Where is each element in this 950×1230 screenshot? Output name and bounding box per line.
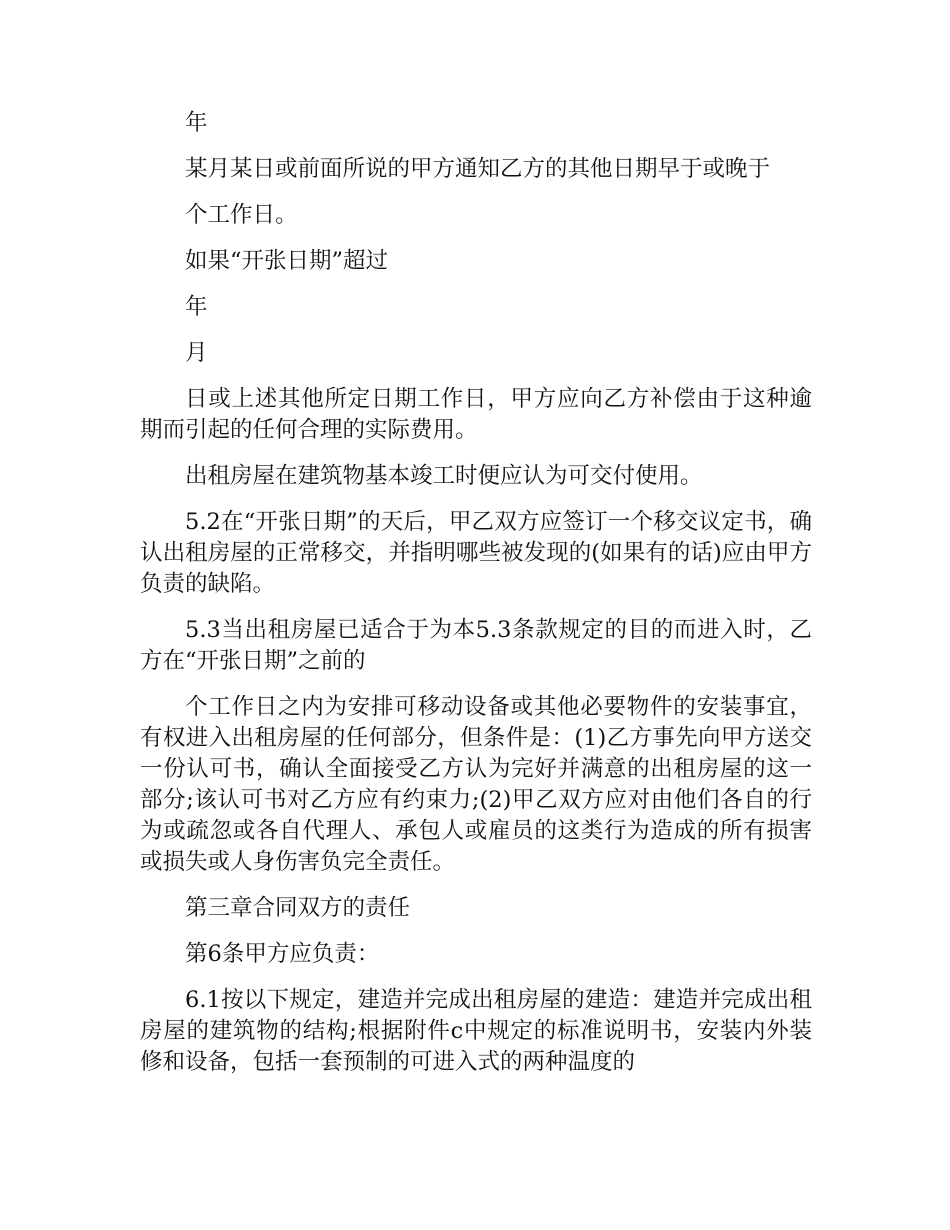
- article-heading: 第6条甲方应负责：: [185, 941, 380, 967]
- paragraph-14: 6.1按以下规定，建造并完成出租房屋的建造：建造并完成出租房屋的建筑物的结构;根据附件c中规定的标准说明书，安装内外装修和设备，包括一套预制的可进入式的两种温度的: [140, 987, 812, 1075]
- paragraph-11: 个工作日之内为安排可移动设备或其他必要物件的安装事宜，有权进入出租房屋的任何部分，但条件是：(1)乙方事先向甲方送交一份认可书，确认全面接受乙方认为完好并满意的出租房屋的这一部分;该认可书对乙方应有约束力;(2)甲乙双方应对由他们各自的行为或疏忽或各自代理人、承包人或雇员的这类行为造成的所有损害或损失或人身伤害负完全责任。: [140, 694, 812, 875]
- chapter-heading: 第三章合同双方的责任: [185, 895, 411, 921]
- paragraph-10: 5.3当出租房屋已适合于为本5.3条款规定的目的而进入时，乙方在“开张日期”之前的: [140, 617, 812, 674]
- paragraph-7: 日或上述其他所定日期工作日，甲方应向乙方补偿由于这种逾期而引起的任何合理的实际费用。: [140, 386, 812, 443]
- paragraph-3: 个工作日。: [185, 202, 298, 228]
- paragraph-8: 出租房屋在建筑物基本竣工时便应认为可交付使用。: [185, 463, 703, 489]
- paragraph-5: 年: [185, 294, 208, 320]
- paragraph-9: 5.2在“开张日期”的天后，甲乙双方应签订一个移交议定书，确认出租房屋的正常移交，并指明哪些被发现的(如果有的话)应由甲方负责的缺陷。: [140, 509, 812, 597]
- document-page: [140, 108, 812, 1093]
- paragraph-2: 某月某日或前面所说的甲方通知乙方的其他日期早于或晚于: [185, 156, 771, 182]
- paragraph-6: 月: [185, 340, 208, 366]
- paragraph-1: 年: [185, 110, 208, 136]
- paragraph-4: 如果“开张日期”超过: [185, 248, 389, 274]
